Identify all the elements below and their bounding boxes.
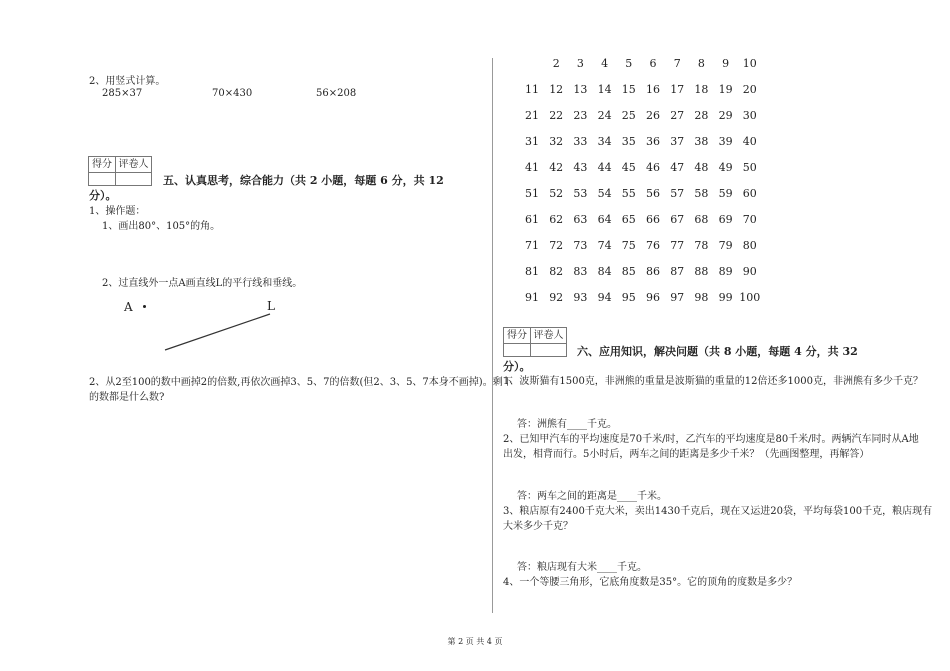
grid-number[interactable]: 82 (549, 265, 564, 278)
question-1: 1、波斯猫有1500克，非洲熊的重量是波斯猫的重量的12倍还多1000克，非洲熊有多少千克？ (503, 376, 923, 387)
grid-number[interactable]: 49 (718, 161, 733, 174)
grid-number[interactable]: 91 (525, 291, 539, 304)
grid-number[interactable]: 80 (742, 239, 757, 252)
grid-number[interactable]: 71 (525, 239, 539, 252)
grid-number[interactable]: 28 (694, 109, 709, 122)
reviewer-cell[interactable] (531, 343, 566, 356)
grid-number[interactable]: 99 (718, 291, 733, 304)
answer-3: 答：粮店现有大米____千克。 (517, 562, 647, 573)
grid-number[interactable]: 37 (670, 135, 685, 148)
grid-number[interactable]: 46 (646, 161, 660, 174)
grid-number[interactable]: 6 (649, 57, 657, 70)
grid-number[interactable]: 68 (694, 213, 709, 226)
line-l-label: L (267, 299, 275, 313)
grid-number[interactable]: 34 (597, 135, 612, 148)
grid-number[interactable]: 12 (549, 83, 564, 96)
grid-number[interactable]: 86 (646, 265, 660, 278)
score-box-section6 (503, 327, 567, 357)
grid-number[interactable]: 54 (597, 187, 612, 200)
grid-number[interactable]: 9 (722, 57, 730, 70)
grid-number[interactable]: 8 (697, 57, 705, 70)
grid-number[interactable]: 81 (525, 265, 539, 278)
grid-number[interactable]: 95 (621, 291, 636, 304)
grid-number[interactable]: 79 (718, 239, 733, 252)
calc-item-1: 285×37 (102, 88, 143, 99)
grid-number[interactable]: 66 (646, 213, 660, 226)
grid-number[interactable]: 60 (742, 187, 757, 200)
grid-number[interactable]: 55 (621, 187, 636, 200)
grid-number[interactable]: 45 (621, 161, 636, 174)
grid-number[interactable]: 89 (718, 265, 733, 278)
grid-number[interactable]: 36 (646, 135, 660, 148)
grid-number[interactable]: 44 (597, 161, 612, 174)
grid-number[interactable]: 47 (670, 161, 685, 174)
grid-number[interactable]: 40 (742, 135, 757, 148)
grid-number[interactable]: 83 (573, 265, 588, 278)
grid-number[interactable]: 63 (573, 213, 588, 226)
section5-heading: 五、认真思考，综合能力（共 2 小题，每题 6 分，共 12 (163, 174, 444, 187)
grid-number[interactable]: 10 (742, 57, 757, 70)
page-footer: 第 2 页 共 4 页 (447, 637, 503, 646)
grid-number[interactable]: 50 (742, 161, 757, 174)
grid-number[interactable]: 2 (552, 57, 560, 70)
grid-number[interactable]: 88 (694, 265, 709, 278)
grid-number[interactable]: 65 (621, 213, 636, 226)
grid-number[interactable]: 67 (670, 213, 685, 226)
grid-number[interactable]: 20 (742, 83, 757, 96)
grid-number[interactable]: 41 (525, 161, 539, 174)
grid-number[interactable]: 15 (621, 83, 636, 96)
reviewer-label: 评卷人 (118, 159, 149, 170)
grid-number[interactable]: 39 (718, 135, 733, 148)
grid-number[interactable]: 5 (625, 57, 633, 70)
calc-item-3: 56×208 (316, 88, 357, 99)
grid-number[interactable]: 61 (525, 213, 539, 226)
grid-number[interactable]: 26 (646, 109, 660, 122)
grid-number[interactable]: 73 (573, 239, 588, 252)
grid-number[interactable]: 35 (621, 135, 636, 148)
grid-number[interactable]: 62 (549, 213, 564, 226)
point-a-label: A (124, 300, 133, 314)
question-4: 4、一个等腰三角形，它底角度数是35°。它的顶角的度数是多少？ (503, 577, 798, 588)
grid-number[interactable]: 24 (597, 109, 612, 122)
answer-1: 答：洲熊有____千克。 (517, 419, 617, 430)
grid-number[interactable]: 22 (549, 109, 564, 122)
grid-number[interactable]: 94 (597, 291, 612, 304)
grid-number[interactable]: 16 (646, 83, 660, 96)
grid-number[interactable]: 84 (597, 265, 612, 278)
sieve-question: 2、从2至100的数中画掉2的倍数,再依次画掉3、5、7的倍数(但2、3、5、7本身不画掉)。剩下 (89, 377, 513, 388)
grid-number[interactable]: 33 (573, 135, 588, 148)
section5-heading-cont: 分）。 (89, 189, 117, 202)
op-item-2: 2、过直线外一点A画直线L的平行线和垂线。 (102, 278, 303, 289)
grid-number[interactable]: 74 (597, 239, 612, 252)
grid-number[interactable]: 58 (694, 187, 709, 200)
op-item-1: 1、画出80°、105°的角。 (102, 221, 221, 232)
grid-number[interactable]: 97 (670, 291, 685, 304)
grid-number[interactable]: 29 (718, 109, 733, 122)
grid-number[interactable]: 13 (573, 83, 588, 96)
grid-number[interactable]: 14 (597, 83, 612, 96)
grid-number[interactable]: 4 (601, 57, 609, 70)
grid-number[interactable]: 72 (549, 239, 564, 252)
grid-number[interactable]: 18 (694, 83, 709, 96)
grid-number[interactable]: 51 (525, 187, 539, 200)
grid-number[interactable]: 30 (742, 109, 757, 122)
grid-number[interactable]: 32 (549, 135, 564, 148)
grid-number[interactable]: 11 (525, 83, 539, 96)
section6-heading: 六、应用知识，解决问题（共 8 小题，每题 4 分，共 32 (577, 345, 858, 358)
question-3-cont: 大米多少千克？ (503, 521, 573, 532)
grid-number[interactable]: 17 (670, 83, 685, 96)
grid-number[interactable]: 93 (573, 291, 588, 304)
grid-number[interactable]: 31 (525, 135, 539, 148)
grid-number[interactable]: 76 (646, 239, 660, 252)
grid-number[interactable]: 21 (525, 109, 539, 122)
question-3: 3、粮店原有2400千克大米，卖出1430千克后，现在又运进20袋，平均每袋100千克，粮店现有 (503, 506, 933, 517)
grid-number[interactable]: 56 (646, 187, 660, 200)
grid-number[interactable]: 100 (739, 291, 761, 304)
grid-number[interactable]: 57 (670, 187, 685, 200)
grid-number[interactable]: 69 (718, 213, 733, 226)
grid-number[interactable]: 98 (694, 291, 709, 304)
grid-number[interactable]: 90 (742, 265, 757, 278)
score-label: 得分 (504, 328, 531, 343)
section6-heading-cont: 分）。 (503, 360, 531, 373)
score-cell[interactable] (504, 343, 531, 356)
grid-number[interactable]: 87 (670, 265, 685, 278)
grid-number[interactable]: 42 (549, 161, 564, 174)
grid-number[interactable]: 92 (549, 291, 564, 304)
grid-number[interactable]: 3 (576, 57, 584, 70)
calc-item-2: 70×430 (212, 88, 253, 99)
grid-number[interactable]: 23 (573, 109, 588, 122)
grid-number[interactable]: 96 (646, 291, 660, 304)
grid-number[interactable]: 64 (597, 213, 612, 226)
score-label: 得分 (89, 157, 116, 172)
grid-number[interactable]: 38 (694, 135, 709, 148)
question-2-cont: 出发，相背而行。5小时后，两车之间的距离是多少千米？（先画图整理，再解答） (503, 449, 870, 460)
q2-title: 2、用竖式计算。 (89, 76, 166, 87)
grid-number[interactable]: 48 (694, 161, 709, 174)
op-title: 1、操作题： (89, 206, 146, 217)
grid-number[interactable]: 25 (621, 109, 636, 122)
sieve-question-cont: 的数都是什么数? (89, 392, 165, 403)
grid-number[interactable]: 59 (718, 187, 733, 200)
question-2: 2、已知甲汽车的平均速度是70千米/时，乙汽车的平均速度是80千米/时。两辆汽车同时从A地 (503, 434, 919, 445)
grid-number[interactable]: 78 (694, 239, 709, 252)
grid-number[interactable]: 77 (670, 239, 685, 252)
grid-number[interactable]: 85 (621, 265, 636, 278)
grid-number[interactable]: 53 (573, 187, 588, 200)
grid-number[interactable]: 52 (549, 187, 564, 200)
grid-number[interactable]: 19 (718, 83, 733, 96)
grid-number[interactable]: 70 (742, 213, 757, 226)
grid-number[interactable]: 7 (673, 57, 681, 70)
grid-number[interactable]: 43 (573, 161, 588, 174)
grid-number[interactable]: 27 (670, 109, 685, 122)
column-divider (492, 58, 493, 613)
reviewer-label: 评卷人 (533, 330, 564, 341)
grid-number[interactable]: 75 (621, 239, 636, 252)
answer-2: 答：两车之间的距离是____千米。 (517, 491, 667, 502)
